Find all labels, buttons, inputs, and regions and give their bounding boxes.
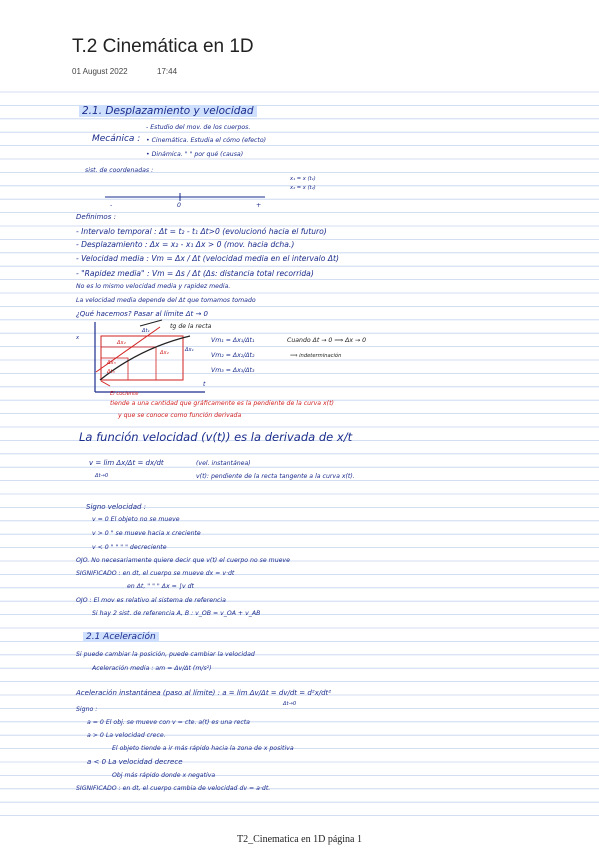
note-acel-1: Si puede cambiar la posición, puede cambiar la velocidad <box>76 651 255 658</box>
note-acel-instantanea: Aceleración instantánea (paso al límite) : a = lim Δv/Δt = dv/dt = d²x/dt² <box>76 689 332 697</box>
axis-plus: + <box>256 202 262 209</box>
note-acel-aneg: a < 0 La velocidad decrece <box>87 758 183 766</box>
note-red-1: El cociente <box>110 391 139 397</box>
note-signo-vpos: v > 0 " se mueve hacia x creciente <box>92 530 201 537</box>
graph-indeterminacion: ⟹ indeterminación <box>290 353 342 359</box>
note-acel-a0: a = 0 El obj. se mueve con v = cte. a(t) es una recta <box>87 719 250 726</box>
note-v-pendiente: v(t): pendiente de la recta tangente a la curva x(t). <box>196 473 355 480</box>
note-mecanica-3: • Dinámica. " " por qué (causa) <box>146 151 244 158</box>
graph-x-label: x <box>76 335 80 341</box>
graph-t-label: t <box>203 381 206 388</box>
graph-cuando: Cuando Δt → 0 ⟹ Δx → 0 <box>287 337 367 344</box>
note-line-1: No es lo mismo velocidad media y rapidez media. <box>76 283 231 290</box>
note-acel-limit-sub: Δt→0 <box>283 701 297 707</box>
note-line-2: La velocidad media depende del Δt que tomamos tomado <box>76 297 256 304</box>
note-ojo-2: OJO : El mov es relativo al sistema de referencia <box>76 597 226 604</box>
axis-minus: - <box>110 202 113 209</box>
graph-vm2: Vm₂ = Δx₂/Δt₂ <box>211 352 255 359</box>
graph-vm1: Vm₁ = Δx₁/Δt₁ <box>211 337 255 344</box>
note-def-velocidad-media: - Velocidad media : Vm = Δx / Δt (velocidad media en el intervalo Δt) <box>76 254 339 263</box>
graph-dx3: Δx₃ <box>107 360 116 366</box>
formula-v-limit-sub: Δt→0 <box>95 473 109 479</box>
note-line-3: ¿Qué hacemos? Pasar al límite Δt → 0 <box>76 310 209 318</box>
graph-dx2-side: Δx₂ <box>160 350 169 356</box>
note-red-3: y que se conoce como función derivada <box>118 412 242 419</box>
note-significado-v: SIGNIFICADO : en dt, el cuerpo se mueve dx = v·dt <box>76 570 235 577</box>
note-def-rapidez-media: - "Rapidez media" : Vm = Δs / Δt (Δs: distancia total recorrida) <box>76 269 314 278</box>
note-sistema: sist. de coordenadas : <box>85 167 154 174</box>
note-x2: x₂ = x (t₂) <box>290 185 316 191</box>
note-x1: x₁ = x (t₁) <box>290 176 316 182</box>
note-mecanica-2: • Cinemática. Estudia el cómo (efecto) <box>146 137 267 144</box>
graph-dt3: Δt₃ <box>107 369 115 375</box>
note-signo-vneg: v < 0 " " " " decreciente <box>92 544 167 551</box>
note-def-desplazamiento: - Desplazamiento : Δx = x₂ - x₁ Δx > 0 (mov. hacia dcha.) <box>76 240 295 249</box>
note-significado-a: SIGNIFICADO : en dt, el cuerpo cambia de velocidad dv = a·dt. <box>76 785 271 792</box>
note-signo-velocidad: Signo velocidad : <box>86 503 147 511</box>
page-footer: T2_Cinematica en 1D página 1 <box>237 834 362 845</box>
note-acel-media: Aceleración media : am = Δv/Δt (m/s²) <box>92 665 212 672</box>
note-signo-v0: v = 0 El objeto no se mueve <box>92 516 180 523</box>
graph-vm3: Vm₃ = Δx₃/Δt₃ <box>211 367 255 374</box>
note-vel-instantanea: (vel. instantánea) <box>196 460 251 467</box>
note-big-derivada: La función velocidad (v(t)) es la derivada de x/t <box>79 430 353 444</box>
note-ojo-1: OJO. No necesariamente quiere decir que v(t) el cuerpo no se mueve <box>76 557 290 564</box>
graph-dt1: Δt₁ <box>142 328 150 334</box>
graph-dx1: Δx₁ <box>185 347 194 353</box>
page-time: 17:44 <box>157 67 178 76</box>
page-date: 01 August 2022 <box>72 67 128 76</box>
note-acel-apos: a > 0 La velocidad crece. <box>87 732 166 739</box>
note-ojo-3: Si hay 2 sist. de referencia A, B : v_OB = v_OA + v_AB <box>92 610 261 617</box>
note-acel-apos-2: El objeto tiende a ir más rápido hacia la zona de x positiva <box>112 745 294 752</box>
graph-tangent-label: tg de la recta <box>170 323 212 330</box>
note-acel-aneg-2: Obj más rápido donde x negativa <box>112 772 216 779</box>
note-mecanica-label: Mecánica : <box>92 134 141 144</box>
formula-v-limit: v = lim Δx/Δt = dx/dt <box>89 459 164 467</box>
note-signo-acel: Signo : <box>76 706 98 713</box>
note-definimos: Definimos : <box>76 213 116 221</box>
page-title[interactable]: T.2 Cinemática en 1D <box>72 36 254 57</box>
section-heading-aceleracion: 2.1 Aceleración <box>83 633 159 642</box>
section-heading-desplazamiento: 2.1. Desplazamiento y velocidad <box>79 106 257 117</box>
note-significado-v2: en Δt, " " " Δx = ∫v dt <box>127 583 194 590</box>
note-mecanica-1: - Estudio del mov. de los cuerpos. <box>146 124 251 131</box>
note-def-intervalo: - Intervalo temporal : Δt = t₂ - t₁ Δt>0 (evolucionó hacia el futuro) <box>76 227 327 236</box>
graph-dx2-top: Δx₂ <box>117 340 126 346</box>
axis-zero: 0 <box>177 202 181 209</box>
note-red-2: tiende a una cantidad que gráficamente es la pendiente de la curva x(t) <box>110 400 334 407</box>
